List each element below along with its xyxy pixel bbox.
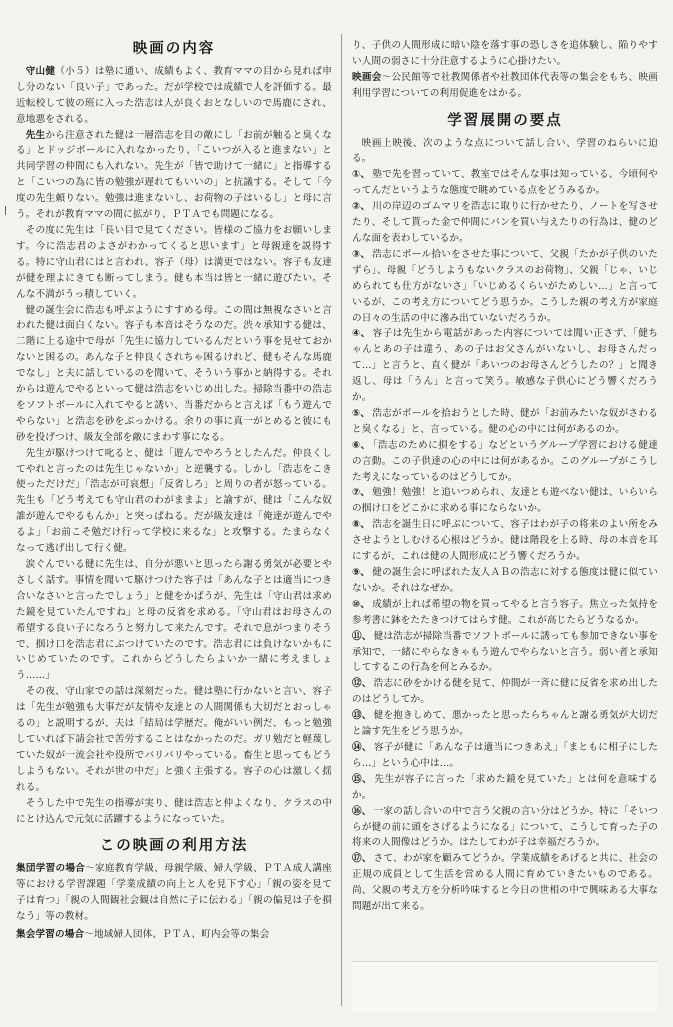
point-number: ③、 — [352, 248, 371, 260]
content-paragraph — [16, 223, 332, 303]
content-paragraph — [16, 64, 332, 128]
paragraph-text: その夜、守山家での話は深刻だった。健は塾に行かないと言い、容子は「先生が勉強も大事だが友情や友達との人間関係も大切だとおっしゃるの」と説明するが、夫は「結局は学歴だ。俺がいい例だ、もっと勉強していれば下請会社で苦労することはなかったのだ。ガリ勉だと軽蔑していた奴が一流会社や役所でバリバリやっている。畜生と思ってもどうしようもない。それが世の中だ」と強く主張する。容子の心は激しく揺れる。 — [16, 686, 332, 793]
point-number: ⑫、 — [352, 678, 372, 690]
movie-meeting-text: 〜公民館等で社教関係者や社教団体代表等の集会をもち、映画利用学習についての利用促進をはかる。 — [352, 71, 658, 99]
movie-meeting-item — [352, 70, 658, 102]
point-text: 川の岸辺のゴムマリを浩志に取りに行かせたり、ノートを写させたり、そして貰った金で仲間にパンを買い与えたりの行為は、健のどんな面を表わしているか。 — [352, 201, 658, 244]
point-number: ⑮、 — [352, 773, 373, 785]
point-number: ⑪、 — [352, 630, 372, 642]
point-item — [352, 199, 658, 247]
left-column — [16, 38, 332, 1009]
usage-lead: 集会学習の場合 — [16, 928, 85, 940]
point-number: ⑧、 — [352, 519, 371, 531]
point-text: 浩志にボール拾いをさせた事について、父親「たかが子供のいたずら」、母親「どうしようもないクラスのお荷物」、父親「じゃ、いじめられても仕方がないさ」「いじめるくらいがためしい…」と言っているが、この考え方についてどう思うか。こうした親の考え方が家庭の日々の生活の中に滲み出ていないだろうか。 — [352, 248, 658, 324]
point-number: ④、 — [352, 328, 371, 340]
margin-mark: | — [4, 206, 8, 216]
column-divider — [341, 34, 342, 1006]
paragraph-lead: 守山健 — [25, 65, 56, 77]
paragraph-text: 先生が駆けつけて叱ると、健は「遊んでやろうとしたんだ。仲良くしてやれと言ったのは先生じゃないか」と逆襲する。しかし「浩志をこき使っただけだ」「浩志が可哀想」「反省しろ」と周りの者が怒っている。先生も「どう考えても守山君のわがままよ」と諭すが、健は「こんな奴誰が遊んでやるもんか」と突っぱねる。だが級友達は「俺達が遊んでやるよ」「お前こそ勉だけ行って学校に来るな」と攻撃する。たまらなくなって逃げ出して行く健。 — [16, 447, 332, 555]
usage-list — [16, 861, 332, 943]
point-item — [352, 406, 658, 438]
usage-item — [16, 927, 332, 943]
point-text: 浩志がボールを拾おうとした時、健が「お前みたいな奴がさわると臭くなる」と、言っている。健の心の中には何があるのか。 — [352, 407, 658, 435]
point-text: 容子が健に「あんな子は適当につきあえ」「まともに相子にしたら…」という心中は…。 — [352, 741, 658, 769]
point-item — [352, 676, 658, 708]
point-number: ⑭、 — [352, 741, 372, 753]
content-paragraph — [16, 796, 332, 828]
point-item — [352, 851, 658, 915]
paragraph-text: 健の誕生会に浩志も呼ぶようにすすめる母。この間は無視なさいと言われた健は面白くない。容子も本音はそうなのだ。渋々承知する健は、二階に上る途中で母が「先生に協力しているんだという事を見せておかないと困るの。あんな子と仲良くされちゃ困るけれど、健もそんな馬鹿でなし」と夫に話しているのを聞いて、そういう事かと納得する。それからは遊んでやるといって健は浩志をいじめ出した。掃除当番中の浩志をソフトボールに入れてやると誘い、当番だからと言えば「もう遊んでやらない」と浩志を砂をぶっかける。余りの事に真一がとめると彼にも砂を投げつけ、級友全部を敵にまわす事になる。 — [16, 304, 332, 443]
section-title-usage: この映画の利用方法 — [99, 838, 249, 855]
point-item — [352, 629, 658, 677]
point-item — [352, 740, 658, 772]
point-number: ⑥、 — [352, 439, 371, 451]
point-item — [352, 708, 658, 740]
point-text: 成績が上れば希望の物を買ってやると言う容子。焦立った気持を参考書に鉢をたたきつけてはらす健。これが高じたらどうなるか。 — [352, 598, 658, 626]
usage-text: 〜地域婦人団体、ＰＴＡ、町内会等の集会 — [84, 928, 270, 940]
point-number: ⑰、 — [352, 853, 372, 865]
points-list — [352, 167, 658, 915]
paragraph-text: （小５）は塾に通い、成績もよく、教育ママの目から見れば申し分のない「良い子」であった。だが学校では成績で人を評価する。最近転校して彼の班に入った浩志は人が良くおとなしいので馬鹿にされ、意地悪をされる。 — [16, 65, 332, 125]
point-text: 浩志に砂をかける健を見て、仲間が一斉に健に反省を求め出したのはどうしてか。 — [352, 678, 658, 706]
point-number: ⑬、 — [352, 710, 372, 722]
point-number: ⑨、 — [352, 567, 371, 578]
paragraph-text: から注意された健は一層浩志を目の敵にし「お前が触ると臭くなる」とドッジボールに入れなかったり、「こいつが入ると進まない」と共同学習の仲間にも入れない。先生が「皆で助けて一緒に」と指導すると「こいつの為に皆の勉強が遅れてもいいの」と抗議する。そして「今度の先生頼りない。勉強は進まないし、お荷物の子はいるし」と母に言う。それが教育ママの間に拡がり、ＰＴＡでも問題になる。 — [16, 129, 332, 221]
point-item — [352, 438, 658, 486]
continued-text: り、子供の人間形成に暗い陰を落す事の恐しさを追体験し、陥りやすい人間の弱さに十分注意するように心掛けたい。 — [352, 40, 658, 67]
point-text: 健の誕生会に呼ばれた友人ＡＢの浩志に対する態度は健に似ていないか。それはなぜか。 — [352, 567, 658, 594]
point-text: 勉強！勉強！と追いつめられ、友達とも遊べない健は、いらいらの掴け口をどこかに求める事にならないか。 — [352, 487, 658, 515]
content-paragraphs — [16, 64, 332, 828]
point-text: 健を抱きしめて、悪かったと思ったらちゃんと謝る勇気が大切だと論す先生をどう思うか。 — [352, 710, 658, 738]
point-item — [352, 517, 658, 565]
content-paragraph — [16, 303, 332, 446]
point-number: ⑤、 — [352, 407, 371, 419]
content-paragraph — [16, 128, 332, 223]
right-column — [352, 38, 658, 1009]
point-item — [352, 167, 658, 199]
point-text: 浩志を誕生日に呼ぶについて、容子はわが子の将来のよい所をみさせようとしむける心根はどうか。健は階段を上る時、母の本音を耳にするが、これは健の人間形成にどう響くだろうか。 — [352, 519, 658, 563]
content-paragraph — [16, 684, 332, 795]
point-item — [352, 326, 658, 406]
point-number: ②、 — [352, 201, 371, 213]
point-item — [352, 597, 658, 629]
point-text: 健は浩志が掃除当番でソフトボールに誘っても参加できない事を承知で、一緒にやらなきゃもう遊んでやらないと言う。弱い者と承知してするこの行為を何とみるか。 — [352, 630, 658, 674]
point-item — [352, 804, 658, 852]
point-item — [352, 485, 658, 517]
point-text: 塾で先を習っていて、教室ではそんな事は知っている、今頃何やってんだというような態度で眺めている点をどうみるか。 — [352, 169, 658, 197]
paragraph-text: 涙ぐんでいる健に先生は、自分が悪いと思ったら謝る勇気が必要とやさしく話す。事情を聞いて駆けつけた容子は「あんな子とは適当につき合いなさいと言ったでしょう」と健をかばうが、先生は「守山君は求めた鏡を見ていたんですね」と母の反省を求める。「守山君はお母さんの希望する良い子になろうと努力して来たんです。それで息がつまりそうで、掴け口を浩志君にぶつけていたのです。浩志君には負けないかもにいじめていたのです。これからどうしたらよいか一緒に考えましょう……」 — [16, 559, 332, 682]
point-number: ⑯、 — [352, 805, 372, 817]
movie-meeting-lead: 映画会 — [352, 71, 382, 83]
paragraph-text: そうした中で先生の指導が実り、健は浩志と仲よくなり、クラスの中にとけ込んで元気に活躍するようになっていた。 — [16, 797, 332, 825]
point-text: 先生が容子に言った「求めた鏡を見ていた」とは何を意味するか。 — [352, 773, 658, 801]
point-number: ⑦、 — [352, 487, 371, 499]
point-text: 一家の話し合いの中で言う父親の言い分はどうか。特に「そいつらが健の前に頭をさげるようになる」について、こうして育った子の将来の人間像はどうか。はたしてわが子は幸福だろうか。 — [352, 805, 658, 849]
section-title-content: 映画の内容 — [132, 41, 216, 57]
usage-item — [16, 861, 332, 925]
usage-lead: 集団学習の場合 — [16, 863, 86, 875]
point-item — [352, 565, 658, 597]
point-text: さて、わが家を顧みてどうか。学業成績をあげると共に、社会の正規の成員として生活を営める人間に育めていきたいものである。尚、父親の考え方を分析吟味すると今日の世相の中で興味ある大事な問題が出て来る。 — [352, 853, 658, 913]
paragraph-lead: 先生 — [25, 129, 46, 141]
points-intro: 映画上映後、次のような点について話し合い、学習のねらいに迫る。 — [352, 137, 658, 165]
blank-area — [352, 961, 658, 1012]
point-text: 「浩志のために損をする」などというグループ学習における健達の言動。この子供達の心の中には何があるか。このグループがこうした考えになっているのはどうしてか。 — [352, 439, 658, 483]
point-text: 容子は先生から電話があった内容については聞い正さず、「健ちゃんとあの子は違う、あの子はお父さんがいないし、お母さんだって…」と言うと、直く健が「あいつのお母さんどうしたの？」と聞き返し、母は「うん」と言って笑う。敏感な子供心にどう響くだろうか。 — [352, 328, 658, 404]
point-item — [352, 247, 658, 327]
section-title-points: 学習展開の要点 — [447, 112, 563, 129]
content-paragraph — [16, 557, 332, 684]
point-number: ①、 — [352, 169, 371, 181]
point-item — [352, 772, 658, 804]
point-number: ⑩、 — [352, 598, 371, 610]
content-paragraph — [16, 446, 332, 557]
paragraph-text: その度に先生は「長い目で見てください。皆様のご協力をお願いします。今に浩志君のよさがわかってくると思います」と母親達を説得する。特に守山君にはと言われ、容子（母）は満更ではない。容子も友達が健を理よにきても断ってしまう。健も本当は皆と一緒に遊びたい。そんな不満がうっ積していく。 — [16, 224, 332, 300]
usage-text: 〜家庭教育学級、母親学級、婦人学級、ＰＴＡ成人講座等における学習課題「学業成績の向上と人を見下す心」「親の姿を見て子は育つ」「親の人間観社会観は自然に子に伝わる」「親の偏見は子を損なう」等の教材。 — [16, 863, 332, 923]
